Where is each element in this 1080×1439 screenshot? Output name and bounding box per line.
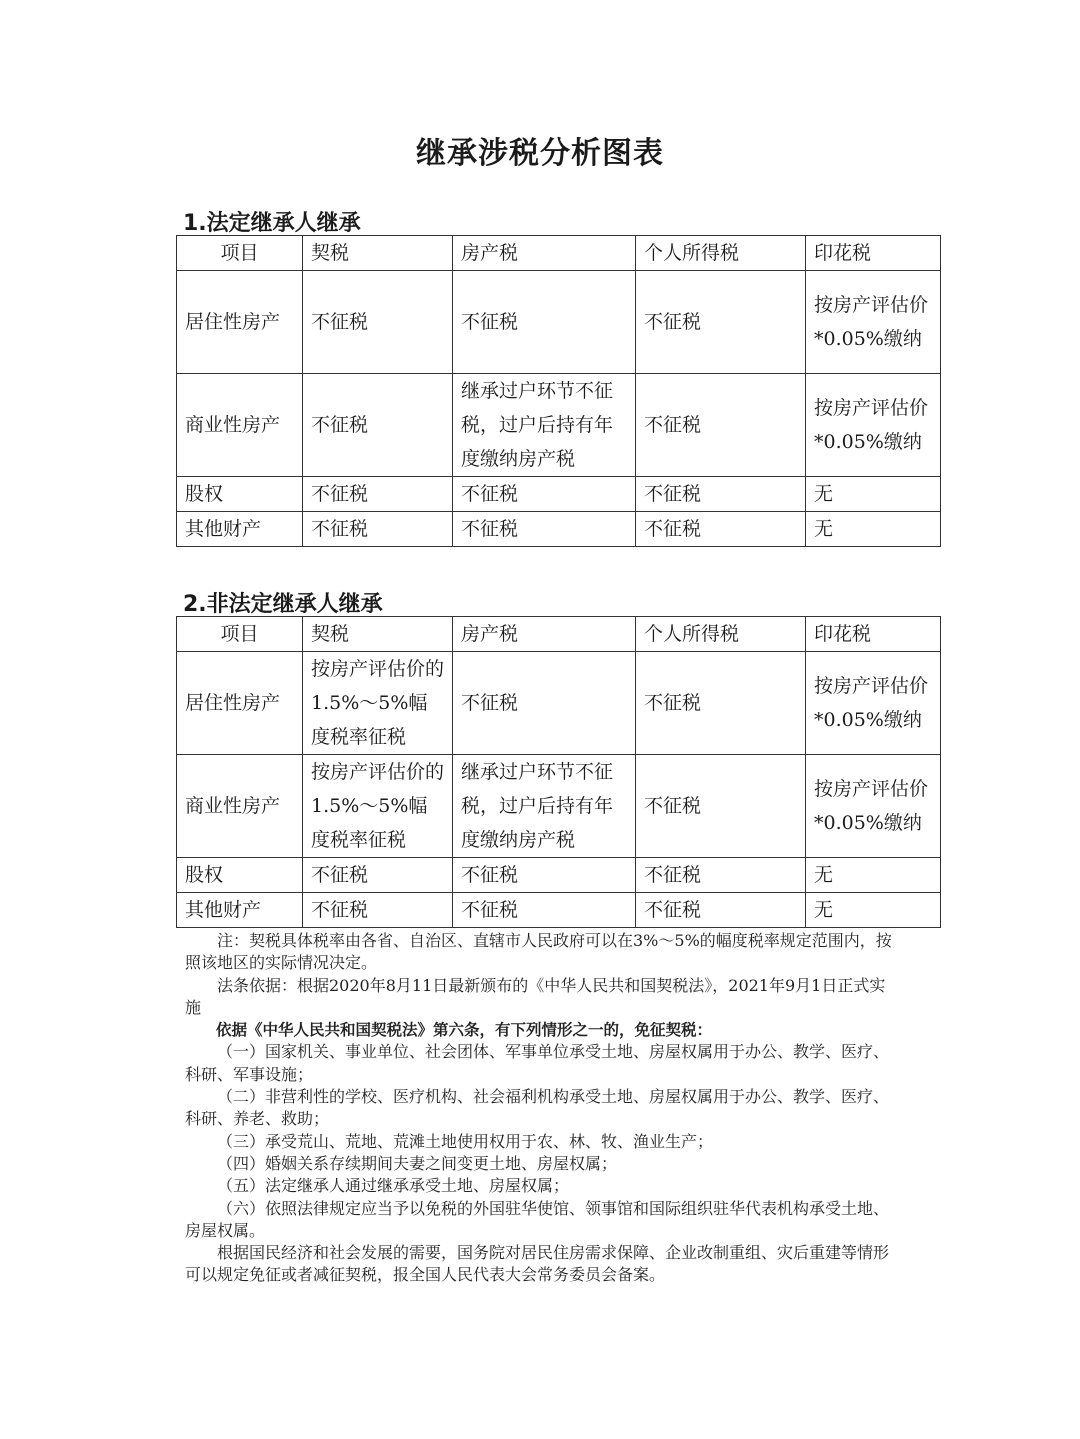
table-cell: 按房产评估价*0.05%缴纳	[806, 374, 941, 477]
table-cell: 商业性房产	[177, 755, 303, 858]
table-row	[177, 512, 941, 547]
table-row	[177, 374, 941, 477]
exemption-item: （一）国家机关、事业单位、社会团体、军事单位承受土地、房屋权属用于办公、教学、医疗、科研、军事设施；	[185, 1042, 890, 1084]
table-cell: 居住性房产	[177, 652, 303, 755]
table-row	[177, 755, 941, 858]
table-cell: 不征税	[303, 271, 453, 374]
table-cell: 不征税	[303, 893, 453, 928]
column-header: 项目	[177, 236, 303, 271]
table-cell: 不征税	[636, 512, 806, 547]
table-cell: 股权	[177, 477, 303, 512]
table-cell: 不征税	[453, 858, 636, 893]
non-statutory-heirs-table	[176, 616, 941, 928]
table-cell: 不征税	[636, 858, 806, 893]
table-cell: 按房产评估价的1.5%～5%幅度税率征税	[303, 755, 453, 858]
statutory-heirs-table	[176, 235, 941, 547]
table-cell: 商业性房产	[177, 374, 303, 477]
table-cell: 不征税	[636, 755, 806, 858]
column-header: 契税	[303, 236, 453, 271]
column-header: 印花税	[806, 236, 941, 271]
column-header: 个人所得税	[636, 236, 806, 271]
note-paragraph: 注：契税具体税率由各省、自治区、直辖市人民政府可以在3%～5%的幅度税率规定范围内，按照该地区的实际情况决定。	[185, 931, 892, 973]
legal-basis-paragraph: 法条依据：根据2020年8月11日最新颁布的《中华人民共和国契税法》，2021年9月1日正式实施	[185, 975, 886, 1017]
table-cell: 其他财产	[177, 512, 303, 547]
table-cell: 不征税	[453, 652, 636, 755]
column-header: 契税	[303, 617, 453, 652]
table-cell: 不征税	[636, 374, 806, 477]
table-cell: 不征税	[453, 271, 636, 374]
column-header: 印花税	[806, 617, 941, 652]
table-cell: 不征税	[303, 512, 453, 547]
table-row	[177, 477, 941, 512]
table-cell: 不征税	[453, 512, 636, 547]
column-header: 个人所得税	[636, 617, 806, 652]
table-cell: 无	[806, 477, 941, 512]
table-row	[177, 858, 941, 893]
table-cell: 继承过户环节不征税，过户后持有年度缴纳房产税	[453, 374, 636, 477]
table-cell: 无	[806, 512, 941, 547]
table-header-row	[177, 236, 941, 271]
table-cell: 不征税	[636, 652, 806, 755]
table-cell: 不征税	[303, 858, 453, 893]
table-cell: 无	[806, 858, 941, 893]
table-cell: 不征税	[303, 477, 453, 512]
closing-paragraph: 根据国民经济和社会发展的需要，国务院对居民住房需求保障、企业改制重组、灾后重建等情形可以规定免征或者减征契税，报全国人民代表大会常务委员会备案。	[185, 1243, 890, 1285]
table-cell: 继承过户环节不征税，过户后持有年度缴纳房产税	[453, 755, 636, 858]
table-cell: 其他财产	[177, 893, 303, 928]
table-row	[177, 271, 941, 374]
exemption-item: （三）承受荒山、荒地、荒滩土地使用权用于农、林、牧、渔业生产；	[217, 1131, 714, 1151]
table-row	[177, 893, 941, 928]
notes-block	[185, 930, 900, 1287]
column-header: 项目	[177, 617, 303, 652]
table-cell: 按房产评估价*0.05%缴纳	[806, 652, 941, 755]
page-title: 继承涉税分析图表	[416, 136, 664, 171]
article-intro-paragraph: 依据《中华人民共和国契税法》第六条，有下列情形之一的，免征契税：	[216, 1021, 713, 1040]
table-cell: 股权	[177, 858, 303, 893]
table-cell: 按房产评估价*0.05%缴纳	[806, 271, 941, 374]
column-header: 房产税	[453, 236, 636, 271]
exemption-item: （二）非营利性的学校、医疗机构、社会福利机构承受土地、房屋权属用于办公、教学、医疗、科研、养老、救助；	[185, 1087, 890, 1129]
table-cell: 居住性房产	[177, 271, 303, 374]
section-heading-statutory-heirs: 1.法定继承人继承	[183, 211, 361, 236]
table-cell: 按房产评估价*0.05%缴纳	[806, 755, 941, 858]
table-cell: 按房产评估价的1.5%～5%幅度税率征税	[303, 652, 453, 755]
table-cell: 不征税	[303, 374, 453, 477]
section-heading-non-statutory-heirs: 2.非法定继承人继承	[183, 592, 383, 617]
exemption-item: （四）婚姻关系存续期间夫妻之间变更土地、房屋权属；	[217, 1153, 618, 1173]
table-cell: 不征税	[453, 893, 636, 928]
table-cell: 不征税	[636, 477, 806, 512]
table-header-row	[177, 617, 941, 652]
table-cell: 不征税	[636, 893, 806, 928]
table-row	[177, 652, 941, 755]
table-cell: 不征税	[453, 477, 636, 512]
table-cell: 不征税	[636, 271, 806, 374]
table-cell: 无	[806, 893, 941, 928]
exemption-item: （六）依照法律规定应当予以免税的外国驻华使馆、领事馆和国际组织驻华代表机构承受土地、房屋权属。	[185, 1198, 890, 1240]
exemption-item: （五）法定继承人通过继承承受土地、房屋权属；	[217, 1176, 570, 1196]
column-header: 房产税	[453, 617, 636, 652]
